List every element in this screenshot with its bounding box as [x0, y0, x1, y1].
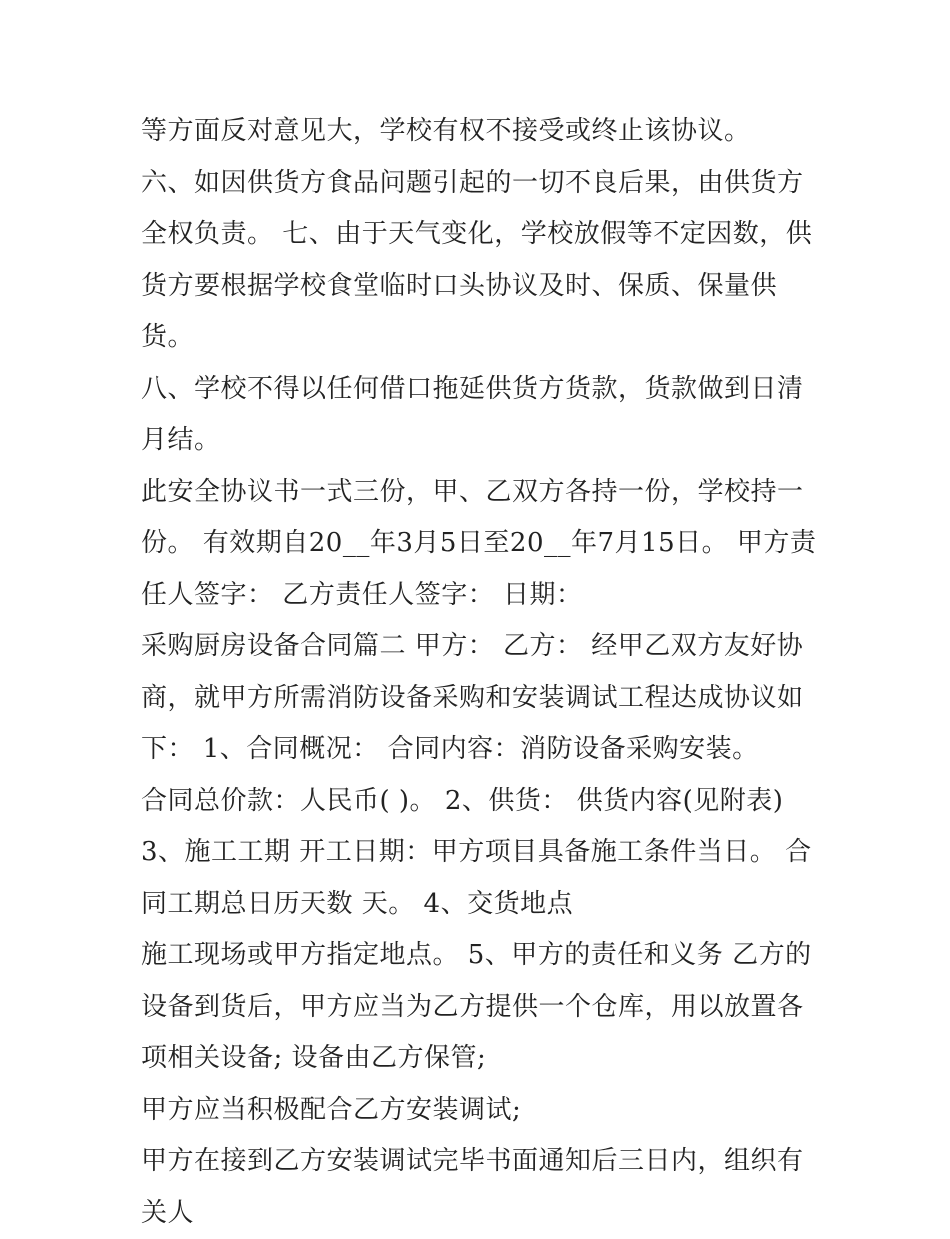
paragraph-4: 此安全协议书一式三份，甲、乙双方各持一份，学校持一份。 有效期自20__年3月5日至20__年7月15日。 甲方责任人签字： 乙方责任人签字： 日期：	[141, 476, 817, 610]
paragraph-2: 六、如因供货方食品问题引起的一切不良后果，由供货方全权负责。 七、由于天气变化，学校放假等不定因数，供货方要根据学校食堂临时口头协议及时、保质、保量供货。	[141, 167, 813, 352]
paragraph-7: 施工现场或甲方指定地点。 5、甲方的责任和义务 乙方的设备到货后，甲方应当为乙方提供一个仓库，用以放置各项相关设备; 设备由乙方保管;	[141, 940, 812, 1073]
paragraph-9: 甲方在接到乙方安装调试完毕书面通知后三日内，组织有关人	[141, 1146, 804, 1228]
paragraph-3: 八、学校不得以任何借口拖延供货方货款，货款做到日清月结。	[141, 373, 804, 455]
paragraph-1: 等方面反对意见大，学校有权不接受或终止该协议。	[141, 116, 751, 146]
paragraph-8: 甲方应当积极配合乙方安装调试;	[141, 1094, 522, 1125]
paragraph-5: 采购厨房设备合同篇二 甲方： 乙方： 经甲乙双方友好协商，就甲方所需消防设备采购和安装调试工程达成协议如下： 1、合同概况： 合同内容：消防设备采购安装。	[141, 631, 804, 764]
paragraph-6: 合同总价款：人民币( )。 2、供货： 供货内容(见附表) 3、施工工期 开工日期：甲方项目具备施工条件当日。 合同工期总日历天数 天。 4、交货地点	[141, 785, 812, 919]
document-body	[141, 106, 821, 1239]
